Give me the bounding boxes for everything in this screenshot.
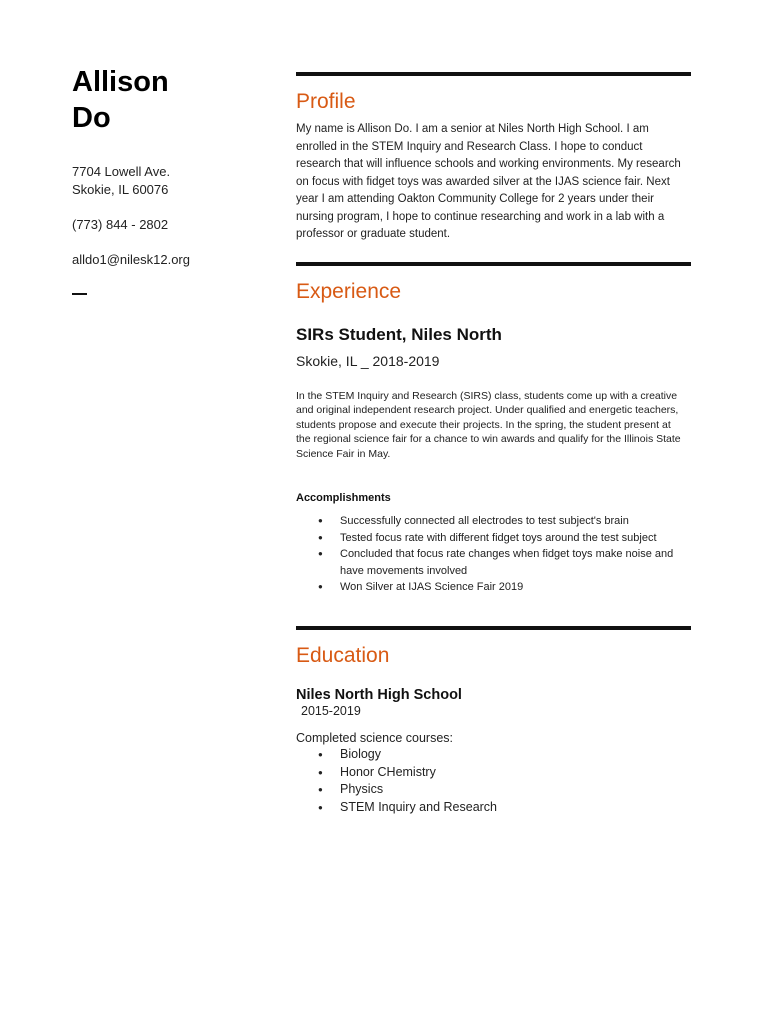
contact-details [72, 163, 262, 269]
accomplishments-heading: Accomplishments [296, 492, 391, 504]
list-item: ● Successfully connected all electrodes to test subject's brain [296, 513, 691, 530]
list-item: ● Biology [296, 746, 691, 764]
main-column [296, 72, 691, 816]
education-rule [296, 626, 691, 630]
profile-rule [296, 72, 691, 76]
list-item: ● Concluded that focus rate changes when fidget toys make noise and have movements involved [296, 546, 691, 579]
education-heading: Education [296, 643, 390, 667]
courses-intro: Completed science courses: [296, 730, 454, 745]
profile-heading: Profile [296, 90, 356, 113]
phone-number: (773) 844 - 2802 [72, 217, 169, 232]
email-address: alldo1@nilesk12.org [72, 252, 190, 267]
courses-list [296, 746, 691, 816]
job-description: In the STEM Inquiry and Research (SIRS) class, students come up with a creative and original independent research project. Under qualified and energetic teachers, students propose and execute their projects. In the spring, the student present at the regional science fair for a chance to win awards and qualify for the Illinois State Science Fair in May. [296, 389, 681, 460]
list-item: ● Honor CHemistry [296, 764, 691, 782]
address-line-1: 7704 Lowell Ave. [72, 164, 171, 179]
list-item: ● Physics [296, 781, 691, 799]
list-item: ● Tested focus rate with different fidget toys around the test subject [296, 530, 691, 547]
contact-divider [72, 293, 87, 295]
list-item: ● Won Silver at IJAS Science Fair 2019 [296, 579, 691, 596]
school-years: 2015-2019 [301, 703, 361, 718]
contact-column [72, 64, 262, 295]
name-last: Do [72, 102, 111, 134]
experience-heading: Experience [296, 279, 402, 303]
list-item: ● STEM Inquiry and Research [296, 799, 691, 817]
name-first: Allison [72, 66, 169, 98]
candidate-name [72, 64, 262, 136]
school-name: Niles North High School [296, 686, 462, 703]
profile-text: My name is Allison Do. I am a senior at Niles North High School. I am enrolled in the STEM Inquiry and Research Class. I hope to conduct research that will influence schools and working environments. My research on focus with fidget toys was awarded silver at the IJAS science fair. Next year I am attending Oakton Community College for 2 years under their nursing program, I hope to continue researching and work in a lab with a professor or graduate student. [296, 123, 681, 240]
address-line-2: Skokie, IL 60076 [72, 182, 169, 197]
job-location-dates: Skokie, IL _ 2018-2019 [296, 352, 440, 369]
job-title: SIRs Student, Niles North [296, 324, 502, 344]
experience-rule [296, 262, 691, 266]
accomplishments-list [296, 513, 691, 596]
